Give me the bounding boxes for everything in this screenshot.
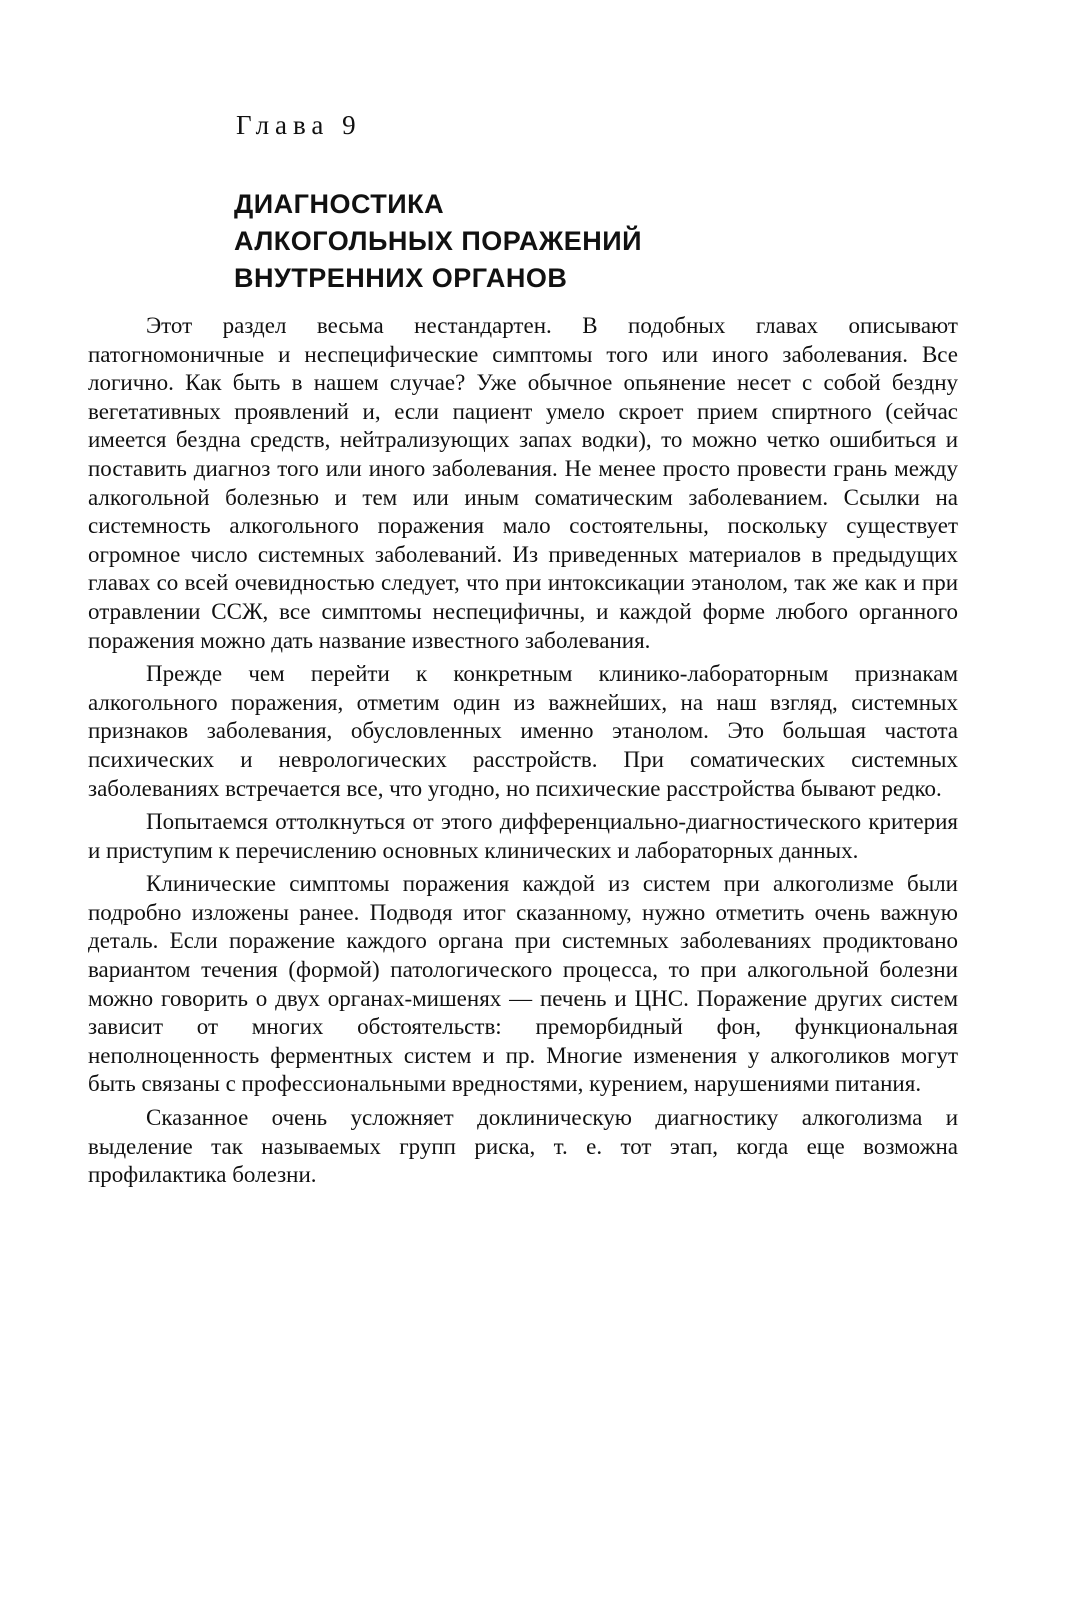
chapter-title-line: ВНУТРЕННИХ ОРГАНОВ [234, 263, 568, 293]
paragraph: Сказанное очень усложняет доклиническую диагностику алкоголизма и выделение так называемых групп риска, т. е. тот этап, когда еще возможна профилактика болезни. [88, 1105, 958, 1188]
paragraph: Клинические симптомы поражения каждой из систем при алкоголизме были подробно изложены ранее. Подводя итог сказанному, нужно отметить очень важную деталь. Если поражение каждого органа при системных заболеваниях продиктовано вариантом течения (формой) патологического процесса, то при алкогольной болезни можно говорить о двух органах-мишенях — печень и ЦНС. Поражение других систем зависит от многих обстоятельств: преморбидный фон, функциональная неполноценность ферментных систем и пр. Многие изменения у алкоголиков могут быть связаны с профессиональными вредностями, курением, нарушениями питания. [88, 871, 958, 1097]
chapter-title-line: АЛКОГОЛЬНЫХ ПОРАЖЕНИЙ [234, 226, 643, 256]
chapter-body [88, 312, 958, 1190]
chapter-title-line: ДИАГНОСТИКА [234, 189, 445, 219]
paragraph: Этот раздел весьма нестандартен. В подобных главах описывают патогномоничные и неспецифические симптомы того или иного заболевания. Все логично. Как быть в нашем случае? Уже обычное опьянение несет с собой бездну вегетативных проявлений и, если пациент умело скроет прием спиртного (сейчас имеется бездна средств, нейтрализующих запах водки), то можно четко ошибиться и поставить диагноз того или иного заболевания. Не менее просто провести грань между алкогольной болезнью и тем или иным соматическим заболеванием. Ссылки на системность алкогольного поражения мало состоятельны, поскольку существует огромное число системных заболеваний. Из приведенных материалов в предыдущих главах со всей очевидностью следует, что при интоксикации этанолом, так же как и при отравлении ССЖ, все симптомы неспецифичны, и каждой форме любого органного поражения можно дать название известного заболевания. [88, 313, 958, 653]
paragraph: Прежде чем перейти к конкретным клинико-лабораторным признакам алкогольного поражения, отметим один из важнейших, на наш взгляд, системных признаков заболевания, обусловленных именно этанолом. Это большая частота психических и неврологических расстройств. При соматических системных заболеваниях встречается все, что угодно, но психические расстройства бывают редко. [88, 661, 958, 801]
chapter-label: Глава 9 [236, 110, 362, 140]
chapter-title [234, 186, 642, 297]
paragraph: Попытаемся оттолкнуться от этого дифференциально-диагностического критерия и приступим к перечислению основных клинических и лабораторных данных. [88, 809, 958, 863]
